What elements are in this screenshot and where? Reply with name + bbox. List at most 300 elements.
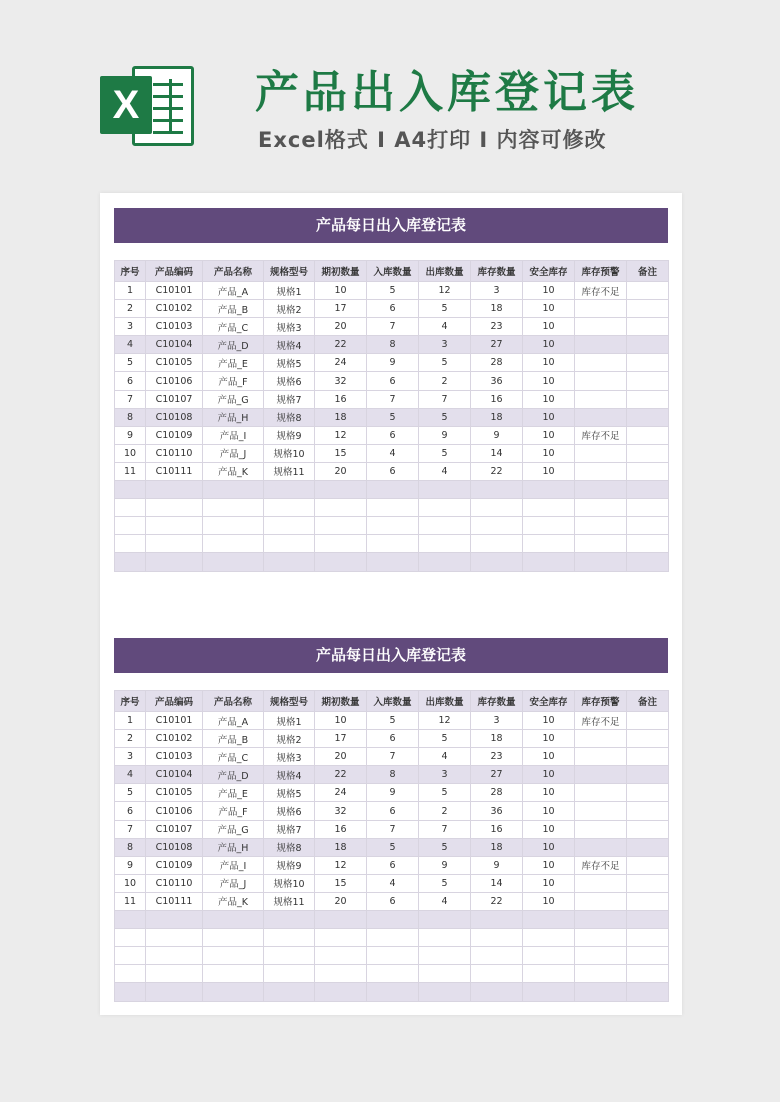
table-cell[interactable]: 3 [471, 282, 523, 300]
table-cell[interactable]: 10 [523, 318, 575, 336]
table-cell[interactable] [575, 820, 627, 838]
table-cell[interactable]: 10 [523, 282, 575, 300]
table-cell[interactable]: 22 [315, 336, 367, 354]
empty-cell[interactable] [264, 499, 315, 517]
empty-cell[interactable] [367, 535, 419, 553]
table-cell[interactable] [575, 784, 627, 802]
table-cell[interactable]: 12 [419, 282, 471, 300]
table-cell[interactable] [627, 766, 669, 784]
table-cell[interactable]: 产品_K [203, 892, 264, 910]
table-cell[interactable]: 6 [367, 856, 419, 874]
table-cell[interactable]: 5 [419, 730, 471, 748]
table-cell[interactable] [627, 748, 669, 766]
empty-cell[interactable] [471, 911, 523, 929]
table-cell[interactable]: C10101 [146, 282, 203, 300]
table-cell[interactable] [627, 784, 669, 802]
table-cell[interactable] [627, 372, 669, 390]
table-cell[interactable]: 22 [471, 462, 523, 480]
table-cell[interactable] [627, 444, 669, 462]
table-cell[interactable]: 规格7 [264, 820, 315, 838]
empty-cell[interactable] [523, 517, 575, 535]
table-cell[interactable]: 14 [471, 444, 523, 462]
empty-cell[interactable] [471, 535, 523, 553]
table-cell[interactable] [575, 730, 627, 748]
table-cell[interactable]: 23 [471, 748, 523, 766]
empty-cell[interactable] [367, 983, 419, 1001]
table-cell[interactable]: 10 [523, 354, 575, 372]
empty-cell[interactable] [203, 499, 264, 517]
table-cell[interactable]: 2 [115, 300, 146, 318]
table-cell[interactable] [627, 390, 669, 408]
table-cell[interactable] [627, 838, 669, 856]
table-cell[interactable]: 4 [367, 444, 419, 462]
table-cell[interactable]: C10107 [146, 820, 203, 838]
table-cell[interactable]: 产品_A [203, 712, 264, 730]
empty-cell[interactable] [115, 499, 146, 517]
table-cell[interactable]: 6 [367, 802, 419, 820]
table-cell[interactable]: 规格5 [264, 784, 315, 802]
table-cell[interactable]: 产品_G [203, 390, 264, 408]
empty-cell[interactable] [367, 911, 419, 929]
empty-cell[interactable] [115, 481, 146, 499]
table-cell[interactable] [627, 462, 669, 480]
empty-cell[interactable] [264, 911, 315, 929]
empty-cell[interactable] [203, 517, 264, 535]
table-cell[interactable]: 9 [367, 784, 419, 802]
table-cell[interactable]: 产品_F [203, 802, 264, 820]
table-cell[interactable]: 5 [115, 354, 146, 372]
table-cell[interactable]: 产品_I [203, 856, 264, 874]
empty-cell[interactable] [523, 481, 575, 499]
empty-cell[interactable] [315, 965, 367, 983]
table-cell[interactable]: C10108 [146, 838, 203, 856]
empty-cell[interactable] [315, 911, 367, 929]
empty-cell[interactable] [203, 965, 264, 983]
empty-cell[interactable] [419, 517, 471, 535]
table-cell[interactable]: 18 [471, 300, 523, 318]
table-cell[interactable]: 18 [315, 408, 367, 426]
table-cell[interactable]: 7 [367, 748, 419, 766]
table-cell[interactable]: 产品_E [203, 354, 264, 372]
empty-cell[interactable] [315, 947, 367, 965]
table-cell[interactable]: 4 [419, 462, 471, 480]
empty-cell[interactable] [471, 965, 523, 983]
table-cell[interactable]: 10 [523, 838, 575, 856]
empty-cell[interactable] [575, 983, 627, 1001]
table-cell[interactable]: 27 [471, 336, 523, 354]
table-cell[interactable]: 产品_C [203, 748, 264, 766]
table-cell[interactable]: 9 [367, 354, 419, 372]
table-cell[interactable]: 8 [367, 336, 419, 354]
table-cell[interactable]: C10106 [146, 372, 203, 390]
empty-cell[interactable] [419, 983, 471, 1001]
table-cell[interactable] [575, 892, 627, 910]
table-cell[interactable]: 规格7 [264, 390, 315, 408]
table-cell[interactable]: 5 [419, 354, 471, 372]
empty-cell[interactable] [203, 929, 264, 947]
table-cell[interactable]: 20 [315, 892, 367, 910]
table-cell[interactable]: 23 [471, 318, 523, 336]
table-cell[interactable]: 27 [471, 766, 523, 784]
empty-cell[interactable] [264, 481, 315, 499]
empty-cell[interactable] [115, 947, 146, 965]
empty-cell[interactable] [146, 983, 203, 1001]
empty-cell[interactable] [115, 929, 146, 947]
table-cell[interactable]: 规格2 [264, 300, 315, 318]
table-cell[interactable]: 1 [115, 712, 146, 730]
empty-cell[interactable] [146, 481, 203, 499]
empty-cell[interactable] [367, 947, 419, 965]
empty-cell[interactable] [203, 535, 264, 553]
table-cell[interactable] [575, 318, 627, 336]
empty-cell[interactable] [419, 911, 471, 929]
table-cell[interactable]: 规格1 [264, 712, 315, 730]
table-cell[interactable]: C10110 [146, 874, 203, 892]
empty-cell[interactable] [367, 553, 419, 571]
table-cell[interactable]: C10103 [146, 748, 203, 766]
empty-cell[interactable] [575, 947, 627, 965]
table-cell[interactable]: 10 [523, 730, 575, 748]
table-cell[interactable]: 24 [315, 784, 367, 802]
table-cell[interactable]: 32 [315, 372, 367, 390]
empty-cell[interactable] [627, 553, 669, 571]
table-cell[interactable]: 10 [523, 856, 575, 874]
table-cell[interactable] [627, 282, 669, 300]
empty-cell[interactable] [575, 965, 627, 983]
table-cell[interactable]: 16 [471, 820, 523, 838]
table-cell[interactable]: 5 [115, 784, 146, 802]
table-cell[interactable]: 24 [315, 354, 367, 372]
table-cell[interactable]: 8 [367, 766, 419, 784]
table-cell[interactable]: 16 [315, 390, 367, 408]
empty-cell[interactable] [419, 929, 471, 947]
empty-cell[interactable] [523, 929, 575, 947]
table-cell[interactable]: 7 [367, 820, 419, 838]
empty-cell[interactable] [264, 517, 315, 535]
table-cell[interactable]: 36 [471, 372, 523, 390]
empty-cell[interactable] [203, 553, 264, 571]
empty-cell[interactable] [115, 535, 146, 553]
empty-cell[interactable] [627, 983, 669, 1001]
table-cell[interactable] [627, 712, 669, 730]
table-cell[interactable] [575, 336, 627, 354]
empty-cell[interactable] [575, 481, 627, 499]
empty-cell[interactable] [367, 929, 419, 947]
empty-cell[interactable] [575, 535, 627, 553]
table-cell[interactable]: 9 [419, 856, 471, 874]
table-cell[interactable]: 20 [315, 748, 367, 766]
table-cell[interactable]: C10110 [146, 444, 203, 462]
table-cell[interactable]: 9 [471, 856, 523, 874]
table-cell[interactable]: 6 [367, 462, 419, 480]
table-cell[interactable]: 3 [115, 748, 146, 766]
table-cell[interactable]: C10104 [146, 766, 203, 784]
empty-cell[interactable] [471, 499, 523, 517]
table-cell[interactable]: 4 [115, 766, 146, 784]
empty-cell[interactable] [367, 499, 419, 517]
table-cell[interactable]: 22 [315, 766, 367, 784]
table-cell[interactable]: C10102 [146, 300, 203, 318]
table-cell[interactable] [627, 354, 669, 372]
empty-cell[interactable] [203, 947, 264, 965]
table-cell[interactable]: 6 [367, 426, 419, 444]
table-cell[interactable]: 14 [471, 874, 523, 892]
empty-cell[interactable] [627, 535, 669, 553]
table-cell[interactable]: 产品_D [203, 766, 264, 784]
table-cell[interactable]: 7 [115, 390, 146, 408]
table-cell[interactable]: 6 [367, 892, 419, 910]
table-cell[interactable] [627, 874, 669, 892]
table-cell[interactable] [575, 372, 627, 390]
table-cell[interactable] [627, 802, 669, 820]
table-cell[interactable]: 5 [367, 838, 419, 856]
empty-cell[interactable] [264, 983, 315, 1001]
empty-cell[interactable] [575, 553, 627, 571]
empty-cell[interactable] [523, 911, 575, 929]
table-cell[interactable]: 10 [523, 336, 575, 354]
table-cell[interactable]: 10 [523, 390, 575, 408]
empty-cell[interactable] [627, 947, 669, 965]
table-cell[interactable] [575, 408, 627, 426]
empty-cell[interactable] [523, 535, 575, 553]
empty-cell[interactable] [146, 535, 203, 553]
empty-cell[interactable] [523, 965, 575, 983]
table-cell[interactable]: 产品_H [203, 838, 264, 856]
table-cell[interactable]: 10 [523, 426, 575, 444]
table-cell[interactable]: C10101 [146, 712, 203, 730]
table-cell[interactable]: 12 [315, 856, 367, 874]
table-cell[interactable]: 3 [419, 766, 471, 784]
table-cell[interactable]: 5 [367, 282, 419, 300]
table-cell[interactable] [627, 300, 669, 318]
table-cell[interactable]: 产品_C [203, 318, 264, 336]
empty-cell[interactable] [523, 553, 575, 571]
table-cell[interactable]: 产品_K [203, 462, 264, 480]
empty-cell[interactable] [627, 517, 669, 535]
table-cell[interactable]: 规格8 [264, 408, 315, 426]
empty-cell[interactable] [315, 535, 367, 553]
table-cell[interactable]: 10 [523, 766, 575, 784]
empty-cell[interactable] [146, 965, 203, 983]
table-cell[interactable]: 9 [419, 426, 471, 444]
table-cell[interactable]: 6 [367, 730, 419, 748]
table-cell[interactable]: C10104 [146, 336, 203, 354]
table-cell[interactable]: 7 [367, 318, 419, 336]
empty-cell[interactable] [146, 911, 203, 929]
empty-cell[interactable] [146, 517, 203, 535]
empty-cell[interactable] [264, 929, 315, 947]
table-cell[interactable]: 规格4 [264, 766, 315, 784]
table-cell[interactable]: 产品_F [203, 372, 264, 390]
table-cell[interactable]: 产品_G [203, 820, 264, 838]
table-cell[interactable] [575, 874, 627, 892]
empty-cell[interactable] [471, 481, 523, 499]
empty-cell[interactable] [627, 481, 669, 499]
empty-cell[interactable] [471, 947, 523, 965]
table-cell[interactable]: 规格5 [264, 354, 315, 372]
table-cell[interactable]: 2 [419, 802, 471, 820]
table-cell[interactable]: 10 [523, 802, 575, 820]
empty-cell[interactable] [523, 983, 575, 1001]
empty-cell[interactable] [367, 965, 419, 983]
empty-cell[interactable] [523, 947, 575, 965]
table-cell[interactable] [627, 892, 669, 910]
table-cell[interactable]: 12 [419, 712, 471, 730]
table-cell[interactable] [575, 802, 627, 820]
table-cell[interactable] [575, 748, 627, 766]
table-cell[interactable]: 库存不足 [575, 712, 627, 730]
table-cell[interactable]: 10 [115, 444, 146, 462]
empty-cell[interactable] [575, 499, 627, 517]
empty-cell[interactable] [575, 517, 627, 535]
table-cell[interactable]: 10 [523, 892, 575, 910]
table-cell[interactable]: 2 [115, 730, 146, 748]
table-cell[interactable]: 10 [523, 408, 575, 426]
table-cell[interactable]: 5 [419, 784, 471, 802]
table-cell[interactable]: 规格10 [264, 874, 315, 892]
empty-cell[interactable] [315, 499, 367, 517]
table-cell[interactable]: 28 [471, 354, 523, 372]
table-cell[interactable]: 规格3 [264, 748, 315, 766]
table-cell[interactable]: 8 [115, 408, 146, 426]
table-cell[interactable]: 4 [367, 874, 419, 892]
table-cell[interactable]: 规格6 [264, 802, 315, 820]
table-cell[interactable]: C10105 [146, 784, 203, 802]
table-cell[interactable] [575, 462, 627, 480]
table-cell[interactable]: C10109 [146, 426, 203, 444]
table-cell[interactable]: 5 [367, 712, 419, 730]
table-cell[interactable]: 1 [115, 282, 146, 300]
table-cell[interactable]: 3 [419, 336, 471, 354]
table-cell[interactable]: C10111 [146, 462, 203, 480]
empty-cell[interactable] [419, 947, 471, 965]
table-cell[interactable]: 11 [115, 892, 146, 910]
empty-cell[interactable] [264, 947, 315, 965]
empty-cell[interactable] [146, 499, 203, 517]
table-cell[interactable]: 4 [419, 748, 471, 766]
table-cell[interactable]: C10108 [146, 408, 203, 426]
table-cell[interactable]: 产品_H [203, 408, 264, 426]
table-cell[interactable]: 15 [315, 874, 367, 892]
table-cell[interactable]: 产品_B [203, 730, 264, 748]
empty-cell[interactable] [146, 929, 203, 947]
empty-cell[interactable] [627, 499, 669, 517]
table-cell[interactable]: 18 [471, 838, 523, 856]
table-cell[interactable] [627, 426, 669, 444]
table-cell[interactable]: 3 [471, 712, 523, 730]
table-cell[interactable]: 规格2 [264, 730, 315, 748]
table-cell[interactable]: 5 [419, 408, 471, 426]
table-cell[interactable]: 产品_B [203, 300, 264, 318]
table-cell[interactable]: 17 [315, 730, 367, 748]
table-cell[interactable] [627, 820, 669, 838]
empty-cell[interactable] [115, 553, 146, 571]
table-cell[interactable]: C10103 [146, 318, 203, 336]
table-cell[interactable] [575, 300, 627, 318]
table-cell[interactable] [627, 336, 669, 354]
table-cell[interactable]: 10 [523, 820, 575, 838]
empty-cell[interactable] [146, 947, 203, 965]
table-cell[interactable]: C10102 [146, 730, 203, 748]
table-cell[interactable]: 规格9 [264, 856, 315, 874]
table-cell[interactable]: 7 [367, 390, 419, 408]
table-cell[interactable]: 22 [471, 892, 523, 910]
empty-cell[interactable] [419, 535, 471, 553]
table-cell[interactable]: 产品_A [203, 282, 264, 300]
empty-cell[interactable] [575, 929, 627, 947]
table-cell[interactable]: 5 [419, 300, 471, 318]
table-cell[interactable]: 产品_E [203, 784, 264, 802]
table-cell[interactable]: 产品_D [203, 336, 264, 354]
table-cell[interactable] [575, 766, 627, 784]
table-cell[interactable]: 6 [367, 300, 419, 318]
empty-cell[interactable] [315, 481, 367, 499]
table-cell[interactable]: 5 [419, 874, 471, 892]
table-cell[interactable]: 18 [315, 838, 367, 856]
table-cell[interactable]: 11 [115, 462, 146, 480]
table-cell[interactable]: C10109 [146, 856, 203, 874]
table-cell[interactable]: C10107 [146, 390, 203, 408]
table-cell[interactable]: 10 [523, 784, 575, 802]
table-cell[interactable]: C10105 [146, 354, 203, 372]
table-cell[interactable]: 32 [315, 802, 367, 820]
empty-cell[interactable] [627, 911, 669, 929]
empty-cell[interactable] [115, 517, 146, 535]
table-cell[interactable]: 17 [315, 300, 367, 318]
table-cell[interactable]: 10 [523, 372, 575, 390]
table-cell[interactable] [627, 856, 669, 874]
empty-cell[interactable] [115, 965, 146, 983]
table-cell[interactable]: 16 [315, 820, 367, 838]
table-cell[interactable] [627, 408, 669, 426]
table-cell[interactable]: C10106 [146, 802, 203, 820]
table-cell[interactable]: 10 [523, 462, 575, 480]
empty-cell[interactable] [264, 965, 315, 983]
table-cell[interactable]: 库存不足 [575, 856, 627, 874]
table-cell[interactable]: 8 [115, 838, 146, 856]
table-cell[interactable]: 规格1 [264, 282, 315, 300]
table-cell[interactable]: 7 [419, 390, 471, 408]
table-cell[interactable]: 规格4 [264, 336, 315, 354]
table-cell[interactable]: 2 [419, 372, 471, 390]
table-cell[interactable]: 规格11 [264, 892, 315, 910]
empty-cell[interactable] [315, 929, 367, 947]
empty-cell[interactable] [367, 517, 419, 535]
table-cell[interactable]: 4 [115, 336, 146, 354]
table-cell[interactable]: 产品_I [203, 426, 264, 444]
table-cell[interactable]: 10 [315, 712, 367, 730]
table-cell[interactable]: 10 [523, 444, 575, 462]
table-cell[interactable]: 5 [419, 444, 471, 462]
table-cell[interactable]: 4 [419, 892, 471, 910]
table-cell[interactable]: 库存不足 [575, 282, 627, 300]
empty-cell[interactable] [627, 929, 669, 947]
table-cell[interactable]: 20 [315, 462, 367, 480]
empty-cell[interactable] [471, 517, 523, 535]
table-cell[interactable]: 10 [115, 874, 146, 892]
empty-cell[interactable] [315, 517, 367, 535]
table-cell[interactable]: 10 [523, 748, 575, 766]
empty-cell[interactable] [115, 983, 146, 1001]
empty-cell[interactable] [471, 983, 523, 1001]
table-cell[interactable]: 产品_J [203, 874, 264, 892]
table-cell[interactable]: 20 [315, 318, 367, 336]
empty-cell[interactable] [315, 553, 367, 571]
table-cell[interactable]: 规格11 [264, 462, 315, 480]
table-cell[interactable]: 3 [115, 318, 146, 336]
table-cell[interactable]: 产品_J [203, 444, 264, 462]
empty-cell[interactable] [627, 965, 669, 983]
